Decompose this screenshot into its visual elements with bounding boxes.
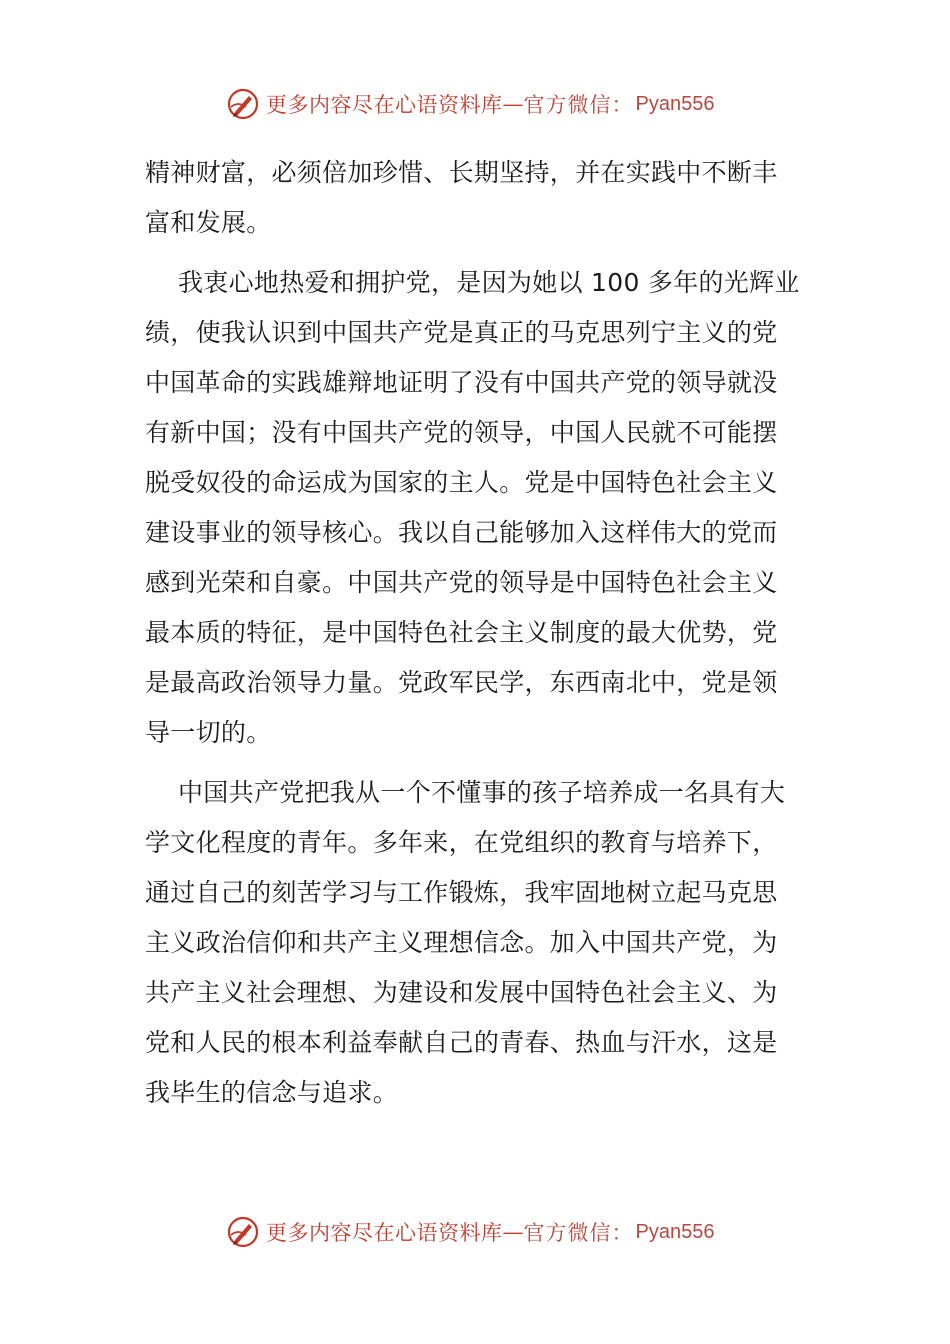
text-line: 最本质的特征，是中国特色社会主义制度的最大优势，党 (145, 618, 778, 647)
text-line: 脱受奴役的命运成为国家的主人。党是中国特色社会主义 (145, 468, 778, 497)
banner-main-text: 更多内容尽在心语资料库 (266, 1221, 503, 1245)
text-line: 共产主义社会理想、为建设和发展中国特色社会主义、为 (145, 978, 778, 1007)
text-line: 通过自己的刻苦学习与工作锻炼，我牢固地树立起马克思 (145, 878, 778, 907)
paragraph-1 (145, 148, 810, 248)
text-line: 学文化程度的青年。多年来，在党组织的教育与培养下， (145, 828, 778, 857)
text-line: 是最高政治领导力量。党政军民学，东西南北中，党是领 (145, 668, 778, 697)
banner-wechat-label: 官方微信： (523, 93, 634, 117)
text-line: 感到光荣和自豪。中国共产党的领导是中国特色社会主义 (145, 568, 778, 597)
banner-wechat-id: Pyan556 (635, 92, 715, 115)
text-line: 中国共产党把我从一个不懂事的孩子培养成一名具有大 (178, 778, 786, 807)
text-line: 富和发展。 (145, 208, 272, 237)
banner-separator: — (502, 1220, 524, 1244)
text-line: 有新中国；没有中国共产党的领导，中国人民就不可能摆 (145, 418, 778, 447)
footer-banner (226, 1212, 746, 1252)
text-line: 导一切的。 (145, 718, 272, 747)
pen-logo-icon (226, 87, 260, 121)
text-line: 中国革命的实践雄辩地证明了没有中国共产党的领导就没 (145, 368, 778, 397)
text-line: 我毕生的信念与追求。 (145, 1078, 399, 1107)
banner-wechat-label: 官方微信： (523, 1221, 634, 1245)
text-line: 我衷心地热爱和拥护党，是因为她以 100 多年的光辉业 (178, 268, 800, 297)
text-line: 建设事业的领导核心。我以自己能够加入这样伟大的党而 (145, 518, 778, 547)
paragraph-3 (145, 768, 810, 1118)
text-line: 绩，使我认识到中国共产党是真正的马克思列宁主义的党 (145, 318, 778, 347)
banner-wechat-id: Pyan556 (635, 1220, 715, 1243)
banner-main-text: 更多内容尽在心语资料库 (266, 93, 503, 117)
banner-separator: — (502, 92, 524, 116)
text-line: 党和人民的根本利益奉献自己的青春、热血与汗水，这是 (145, 1028, 778, 1057)
document-body (145, 148, 810, 1118)
header-banner (226, 84, 746, 124)
text-line: 精神财富，必须倍加珍惜、长期坚持，并在实践中不断丰 (145, 158, 778, 187)
text-line: 主义政治信仰和共产主义理想信念。加入中国共产党，为 (145, 928, 778, 957)
paragraph-2 (145, 258, 810, 758)
pen-logo-icon (226, 1215, 260, 1249)
